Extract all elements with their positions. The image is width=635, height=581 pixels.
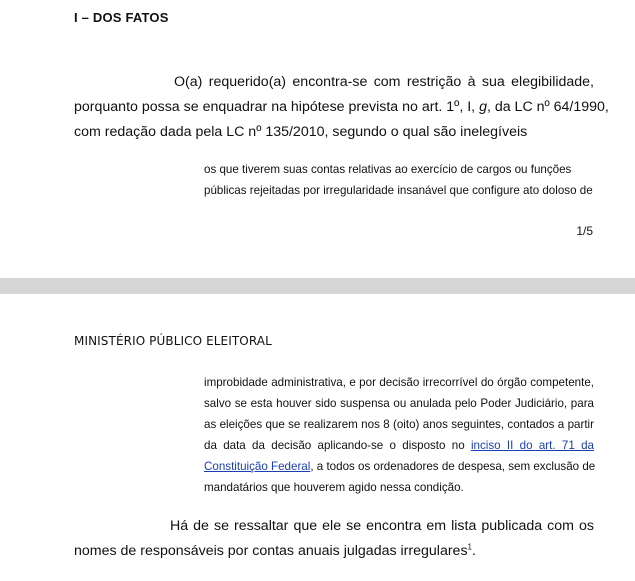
page-number: 1/5 [576, 224, 593, 238]
document-page-1 [0, 0, 635, 278]
page-header-org: MINISTÉRIO PÚBLICO ELEITORAL [74, 334, 272, 348]
paragraph-line: Há de se ressaltar que ele se encontra em lista publicada com os [170, 518, 594, 534]
quote-line: mandatários que houverem agido nessa condição. [204, 481, 464, 494]
paragraph-line: porquanto possa se enquadrar na hipótese prevista no art. 1º, I, g, da LC nº 64/1990, [74, 99, 609, 115]
italic-letter: g [479, 99, 487, 115]
quote-line: salvo se esta houver sido suspensa ou anulada pelo Poder Judiciário, para [204, 397, 594, 410]
paragraph-restricao [74, 70, 609, 145]
legal-quote-part-1 [204, 159, 594, 201]
quote-line: Constituição Federal, a todos os ordenadores de despesa, sem exclusão de [204, 460, 596, 473]
quote-line: da data da decisão aplicando-se o disposto no inciso II do art. 71 da [204, 439, 594, 452]
paragraph-lista [74, 514, 594, 564]
page-separator [0, 278, 635, 294]
paragraph-line: O(a) requerido(a) encontra-se com restrição à sua elegibilidade, [174, 74, 594, 90]
legal-quote-part-2 [204, 372, 594, 498]
link-constituicao-federal[interactable]: Constituição Federal [204, 460, 311, 473]
quote-line: improbidade administrativa, e por decisão irrecorrível do órgão competente, [204, 376, 594, 389]
link-inciso-art-71[interactable]: inciso II do art. 71 da [470, 439, 594, 452]
footnote-marker[interactable]: 1 [467, 542, 472, 552]
section-title: I – DOS FATOS [74, 10, 169, 25]
paragraph-line: com redação dada pela LC nº 135/2010, segundo o qual são inelegíveis [74, 124, 528, 140]
quote-line: os que tiverem suas contas relativas ao exercício de cargos ou funções [204, 163, 572, 176]
paragraph-line: nomes de responsáveis por contas anuais julgadas irregulares$^1$. [74, 542, 476, 559]
quote-line: públicas rejeitadas por irregularidade insanável que configure ato doloso de [204, 184, 593, 197]
quote-line: as eleições que se realizarem nos 8 (oito) anos seguintes, contados a partir [204, 418, 594, 431]
